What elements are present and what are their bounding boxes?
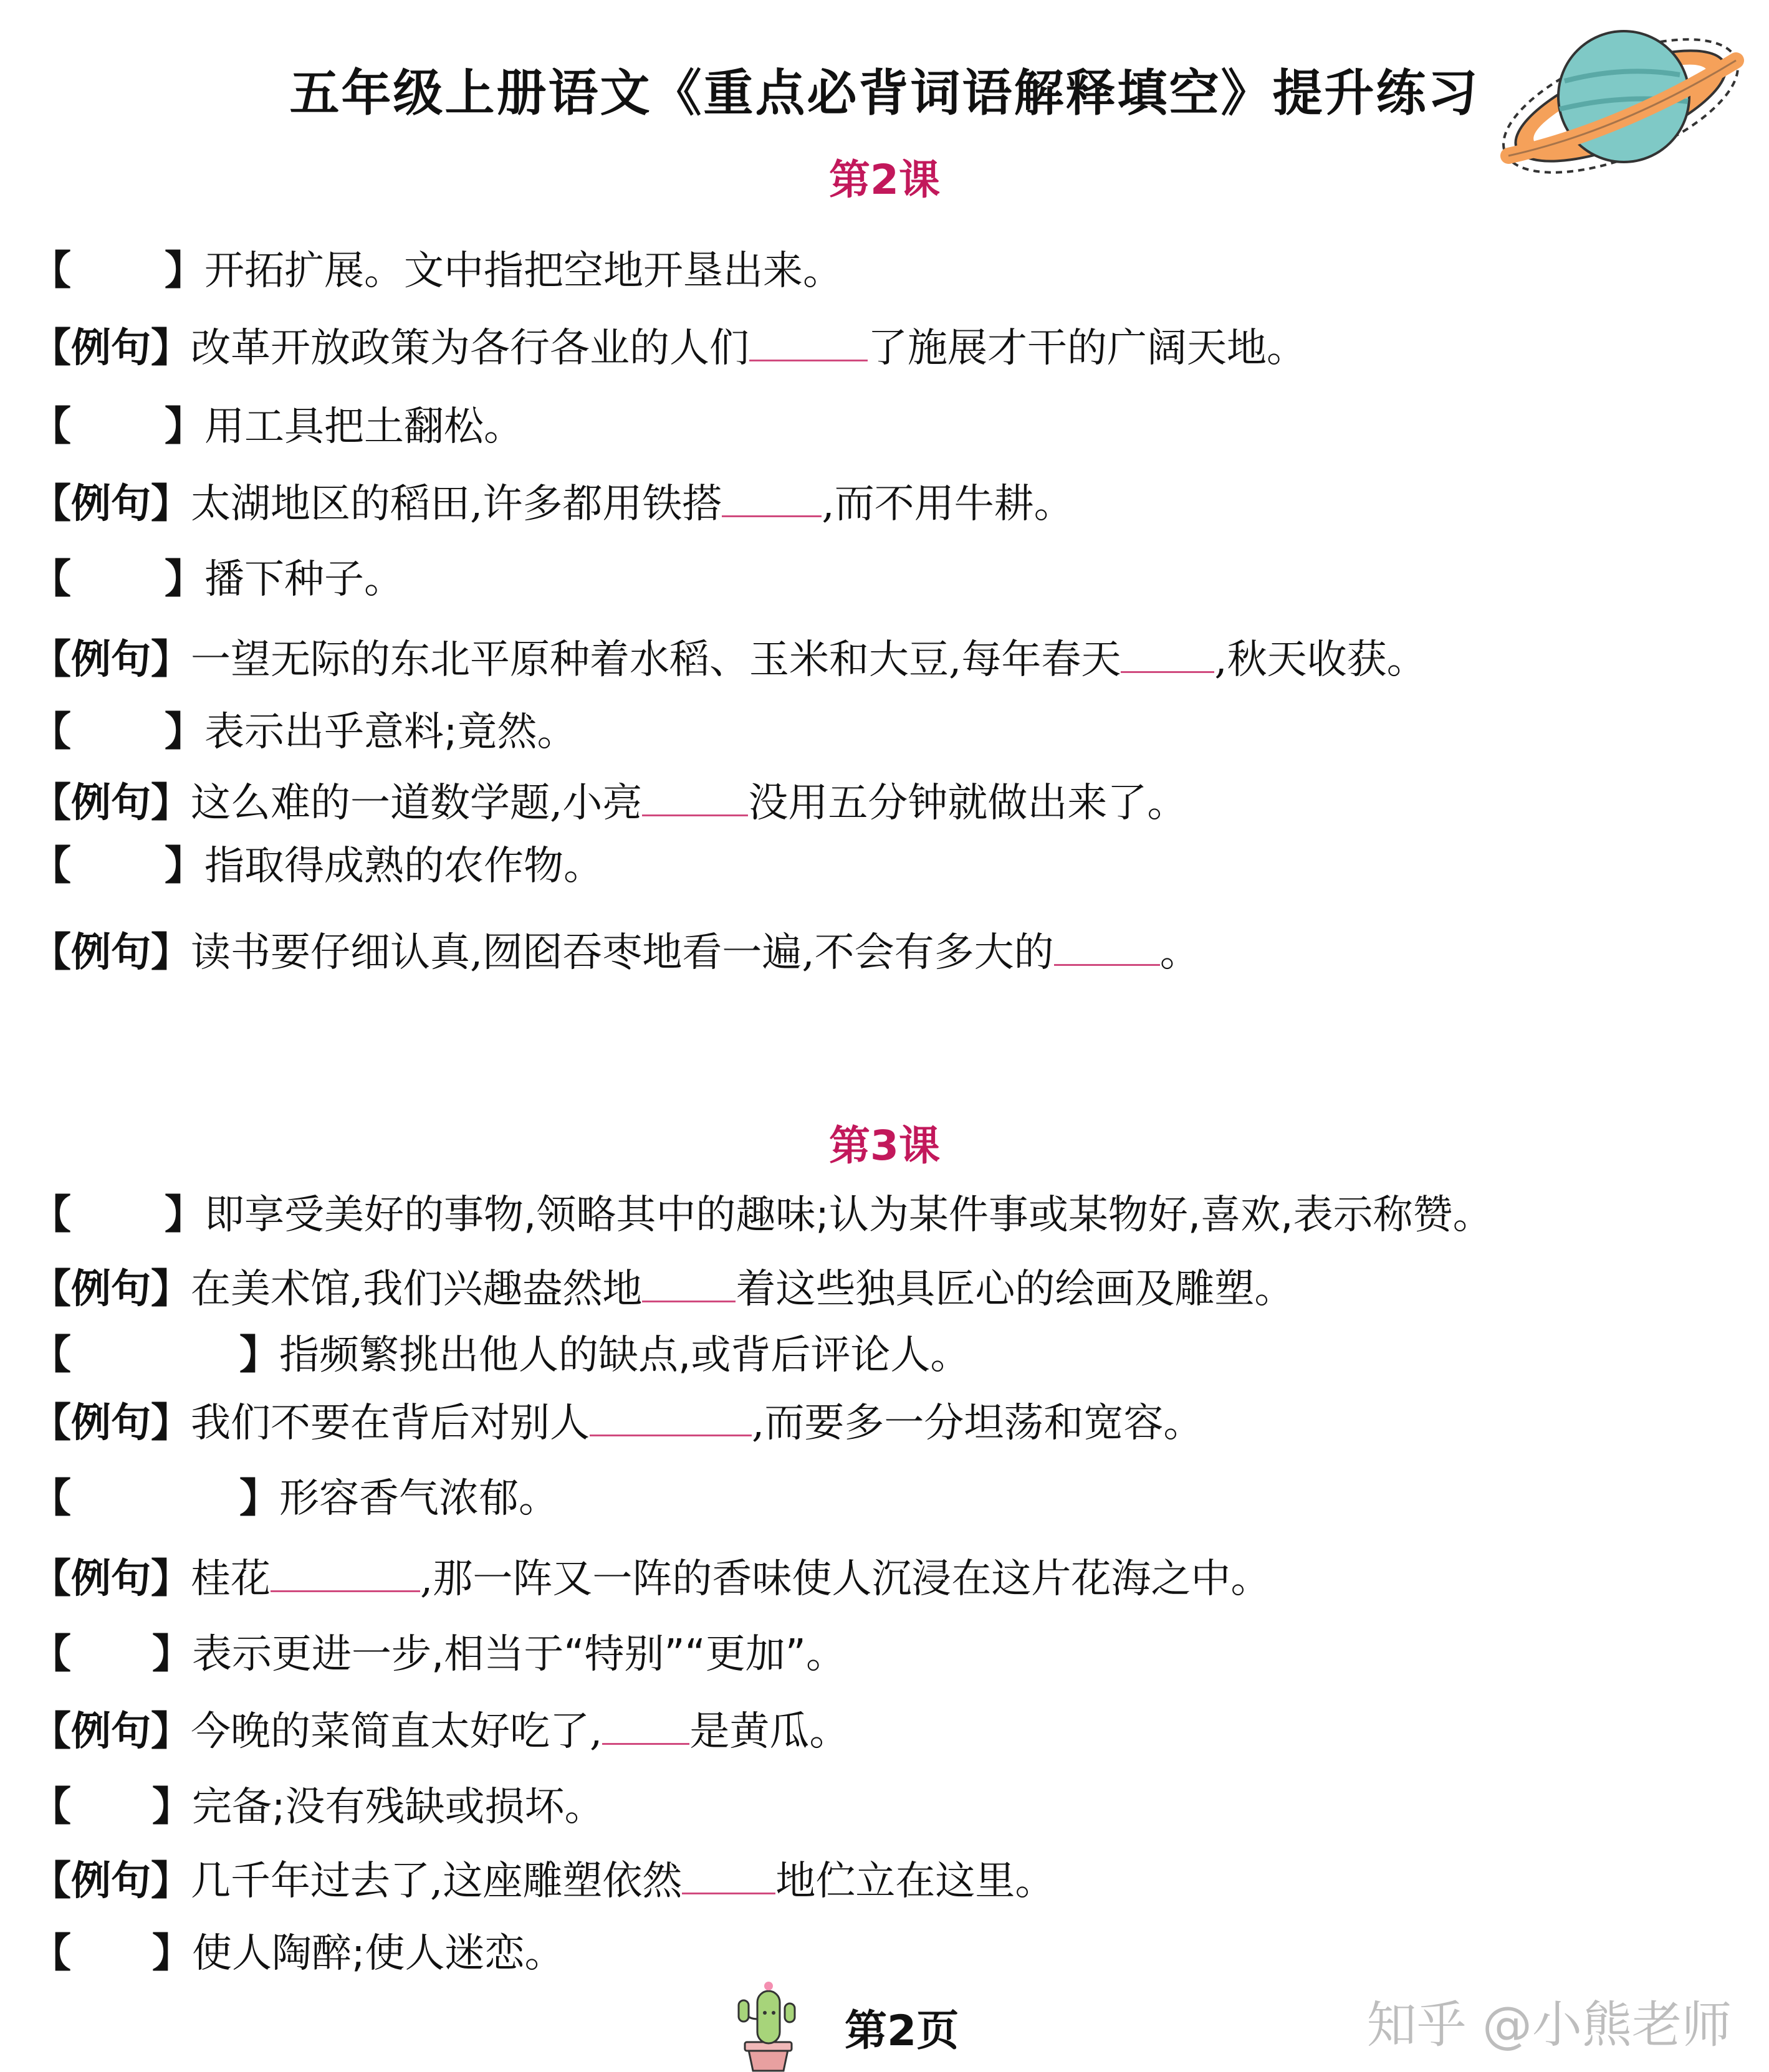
page-number: 第2页 <box>845 2007 959 2056</box>
open-bracket: 【 <box>31 556 71 603</box>
example-line <box>31 925 1200 978</box>
example-text: 了施展才干的广阔天地。 <box>868 325 1306 371</box>
answer-blank[interactable] <box>1054 925 1160 966</box>
example-text: 读书要仔细认真,囫囵吞枣地看一遍,不会有多大的 <box>191 930 1054 976</box>
example-line <box>31 1704 849 1757</box>
definition-line <box>31 246 843 296</box>
example-label: 【例句】 <box>31 780 191 826</box>
example-line <box>31 633 1427 685</box>
example-text: 我们不要在背后对别人 <box>191 1400 590 1446</box>
example-text: 在美术馆,我们兴趣盎然地 <box>191 1266 643 1312</box>
example-text: ,那一阵又一阵的香味使人沉浸在这片花海之中。 <box>420 1556 1271 1602</box>
answer-blank[interactable] <box>642 1262 736 1302</box>
watermark: 知乎 @小熊老师 <box>1366 1996 1732 2054</box>
answer-blank[interactable] <box>722 477 822 517</box>
answer-blank[interactable] <box>1121 633 1214 673</box>
definition-text: 完备;没有残缺或损坏。 <box>192 1784 605 1830</box>
close-bracket: 】 <box>165 1191 204 1238</box>
example-line <box>31 477 1074 529</box>
definition-text: 表示更进一步,相当于“特别”“更加”。 <box>192 1631 846 1678</box>
example-label: 【例句】 <box>31 1266 191 1312</box>
example-text: 今晚的菜简直太好吃了, <box>191 1709 603 1755</box>
close-bracket: 】 <box>165 247 204 294</box>
close-bracket: 】 <box>152 1783 192 1830</box>
answer-blank[interactable] <box>602 1704 689 1745</box>
example-line <box>31 1552 1270 1604</box>
example-label: 【例句】 <box>31 1400 191 1446</box>
open-bracket: 【 <box>31 1631 71 1678</box>
definition-text: 指频繁挑出他人的缺点,或背后评论人。 <box>279 1332 971 1378</box>
open-bracket: 【 <box>31 403 71 450</box>
example-text: 几千年过去了,这座雕塑依然 <box>191 1858 683 1904</box>
open-bracket: 【 <box>31 709 71 755</box>
example-text: 太湖地区的稻田,许多都用铁搭 <box>191 481 722 527</box>
definition-text: 形容香气浓郁。 <box>279 1476 559 1522</box>
close-bracket: 】 <box>165 709 204 755</box>
example-line <box>31 776 1187 828</box>
answer-blank[interactable] <box>271 1552 420 1592</box>
open-bracket: 【 <box>31 843 71 889</box>
definition-text: 指取得成熟的农作物。 <box>204 843 603 889</box>
example-text: 改革开放政策为各行各业的人们 <box>191 325 749 371</box>
example-label: 【例句】 <box>31 1858 191 1904</box>
definition-text: 用工具把土翻松。 <box>204 404 524 450</box>
definition-line <box>31 1190 1493 1240</box>
example-label: 【例句】 <box>31 325 191 371</box>
example-label: 【例句】 <box>31 636 191 683</box>
definition-text: 表示出乎意料;竟然。 <box>204 709 577 755</box>
definition-line <box>31 1929 565 1979</box>
cactus-icon <box>732 1972 804 2072</box>
definition-text: 播下种子。 <box>204 556 404 603</box>
open-bracket: 【 <box>31 1191 71 1238</box>
example-text: 地伫立在这里。 <box>775 1858 1055 1904</box>
open-bracket: 【 <box>31 1332 71 1378</box>
lesson-heading: 第3课 <box>829 1122 940 1170</box>
open-bracket: 【 <box>31 1930 71 1977</box>
close-bracket: 】 <box>152 1631 192 1678</box>
example-text: 桂花 <box>191 1556 271 1602</box>
definition-line <box>31 707 577 757</box>
worksheet-title: 五年级上册语文《重点必背词语解释填空》提升练习 <box>289 64 1480 122</box>
example-text: 着这些独具匠心的绘画及雕塑。 <box>736 1266 1295 1312</box>
example-line <box>31 1854 1055 1906</box>
close-bracket: 】 <box>165 843 204 889</box>
open-bracket: 【 <box>31 1783 71 1830</box>
answer-blank[interactable] <box>749 321 868 361</box>
definition-line <box>31 1330 970 1380</box>
example-text: 没用五分钟就做出来了。 <box>748 780 1187 826</box>
definition-line <box>31 841 603 891</box>
open-bracket: 【 <box>31 1475 71 1522</box>
definition-line <box>31 1630 846 1679</box>
answer-blank[interactable] <box>642 776 748 816</box>
close-bracket: 】 <box>239 1475 279 1522</box>
definition-line <box>31 555 404 604</box>
example-text: ,而不用牛耕。 <box>822 481 1074 527</box>
close-bracket: 】 <box>165 556 204 603</box>
example-line <box>31 1396 1203 1448</box>
example-text: 一望无际的东北平原种着水稻、玉米和大豆,每年春天 <box>191 637 1121 683</box>
answer-blank[interactable] <box>682 1854 775 1894</box>
example-text: 是黄瓜。 <box>689 1709 850 1755</box>
example-line <box>31 1262 1294 1314</box>
example-label: 【例句】 <box>31 1555 191 1602</box>
lesson-heading: 第2课 <box>829 156 940 204</box>
example-text: ,秋天收获。 <box>1214 637 1427 683</box>
open-bracket: 【 <box>31 247 71 294</box>
close-bracket: 】 <box>152 1930 192 1977</box>
definition-line <box>31 402 524 452</box>
close-bracket: 】 <box>165 403 204 450</box>
definition-text: 开拓扩展。文中指把空地开垦出来。 <box>204 248 843 294</box>
example-text: 。 <box>1159 930 1200 976</box>
example-text: 这么难的一道数学题,小亮 <box>191 780 643 826</box>
example-label: 【例句】 <box>31 1708 191 1755</box>
example-line <box>31 321 1306 373</box>
definition-line <box>31 1474 559 1524</box>
definition-text: 使人陶醉;使人迷恋。 <box>192 1931 565 1977</box>
close-bracket: 】 <box>239 1332 279 1378</box>
definition-line <box>31 1782 605 1832</box>
definition-text: 即享受美好的事物,领略其中的趣味;认为某件事或某物好,喜欢,表示称赞。 <box>204 1192 1493 1238</box>
example-label: 【例句】 <box>31 929 191 976</box>
answer-blank[interactable] <box>590 1396 752 1436</box>
example-text: ,而要多一分坦荡和宽容。 <box>752 1400 1204 1446</box>
example-label: 【例句】 <box>31 480 191 527</box>
